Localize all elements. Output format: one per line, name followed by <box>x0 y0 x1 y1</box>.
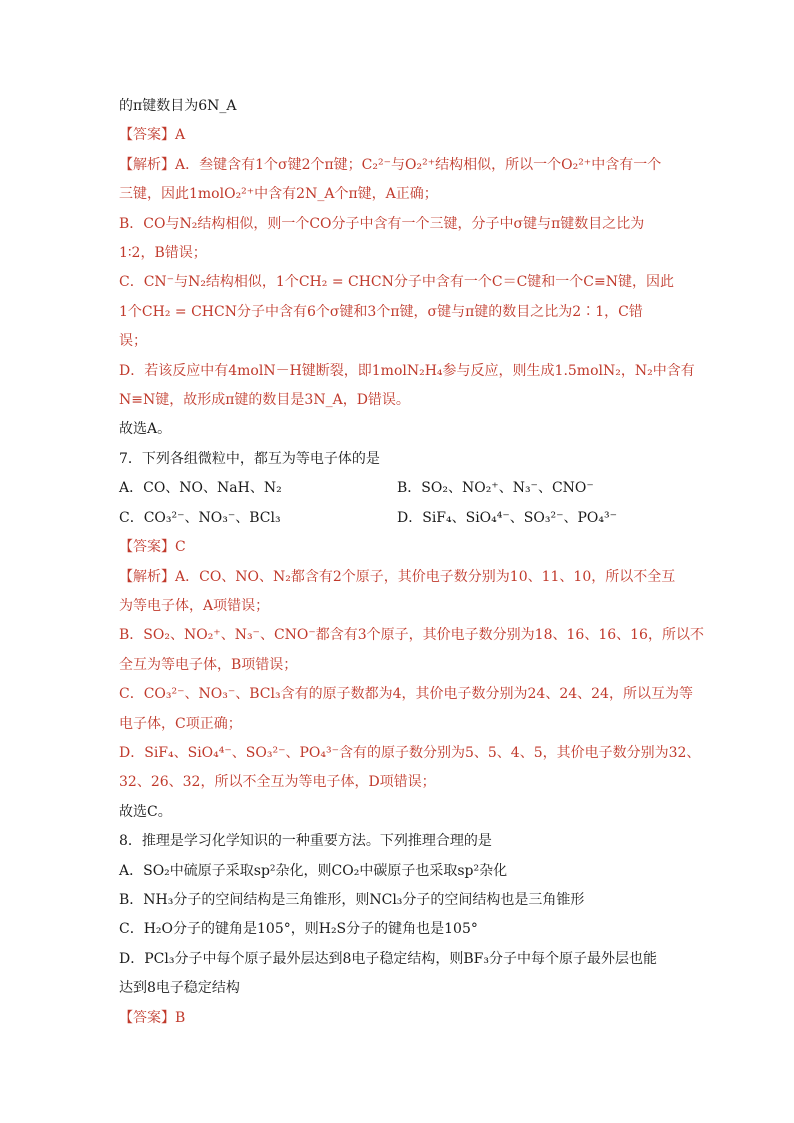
q8-answer: 【答案】B <box>119 1009 186 1026</box>
q8-stem: 8．推理是学习化学知识的一种重要方法。下列推理合理的是 <box>119 833 492 850</box>
q8-option-d-continued: 达到8电子稳定结构 <box>119 980 240 997</box>
q7-analysis-line: 32、26、32，所以不全互为等电子体，D项错误； <box>119 774 436 791</box>
q8-option-c: C．H₂O分子的键角是105°，则H₂S分子的键角也是105° <box>119 921 478 938</box>
q7-analysis-line: C．CO₃²⁻、NO₃⁻、BCl₃含有的原子数都为4，其价电子数分别为24、24、24，所以互为等 <box>119 686 693 703</box>
q7-option-a: A．CO、NO、NaH、N₂ <box>119 480 282 497</box>
q6-analysis-line: N≡N键，故形成π键的数目是3N_A，D错误。 <box>119 392 410 409</box>
q6-analysis-line: B．CO与N₂结构相似，则一个CO分子中含有一个三键，分子中σ键与π键数目之比为 <box>119 215 645 232</box>
q7-analysis-line: 为等电子体，A项错误； <box>119 597 270 614</box>
q7-analysis-line: 电子体，C项正确； <box>119 715 242 732</box>
q8-option-d: D．PCl₃分子中每个原子最外层达到8电子稳定结构，则BF₃分子中每个原子最外层也能 <box>119 950 657 967</box>
q7-analysis-line: D．SiF₄、SiO₄⁴⁻、SO₃²⁻、PO₄³⁻含有的原子数分别为5、5、4、5，其价电子数分别为32、 <box>119 744 701 761</box>
q7-answer: 【答案】C <box>119 539 186 556</box>
q7-analysis-line: 【解析】A．CO、NO、N₂都含有2个原子，其价电子数分别为10、11、10，所以不全互 <box>119 568 676 585</box>
q6-analysis-line: 【解析】A．叁键含有1个σ键2个π键；C₂²⁻与O₂²⁺结构相似，所以一个O₂²⁺中含有一个 <box>119 156 662 173</box>
q7-analysis-line: 全互为等电子体，B项错误； <box>119 656 298 673</box>
q6-analysis-line: 三键，因此1molO₂²⁺中含有2N_A个π键，A正确； <box>119 186 438 203</box>
q6-answer: 【答案】A <box>119 127 186 144</box>
q7-analysis-line: B．SO₂、NO₂⁺、N₃⁻、CNO⁻都含有3个原子，其价电子数分别为18、16、16、16，所以不 <box>119 627 704 644</box>
q7-option-b: B．SO₂、NO₂⁺、N₃⁻、CNO⁻ <box>397 480 594 497</box>
q6-analysis-line: D．若该反应中有4molN－H键断裂，即1molN₂H₄参与反应，则生成1.5molN₂，N₂中含有 <box>119 362 695 379</box>
previous-question-tail: 的π键数目为6N_A <box>119 98 237 114</box>
q6-analysis-line: C．CN⁻与N₂结构相似，1个CH₂ = CHCN分子中含有一个C＝C键和一个C≡N键，因此 <box>119 274 674 291</box>
q8-option-a: A．SO₂中硫原子采取sp²杂化，则CO₂中碳原子也采取sp²杂化 <box>119 862 508 879</box>
q7-conclusion: 故选C。 <box>119 803 172 820</box>
q7-option-d: D．SiF₄、SiO₄⁴⁻、SO₃²⁻、PO₄³⁻ <box>397 509 617 526</box>
q7-options-row <box>119 474 679 503</box>
q6-analysis-line: 1∶2，B错误； <box>119 245 207 262</box>
q6-analysis-line: 误； <box>119 333 147 350</box>
q6-conclusion: 故选A。 <box>119 421 172 438</box>
q7-options-row <box>119 504 679 533</box>
q8-option-b: B．NH₃分子的空间结构是三角锥形，则NCl₃分子的空间结构也是三角锥形 <box>119 891 585 908</box>
q6-analysis-line: 1个CH₂ = CHCN分子中含有6个σ键和3个π键，σ键与π键的数目之比为2∶1，C错 <box>119 303 643 320</box>
q7-stem: 7．下列各组微粒中，都互为等电子体的是 <box>119 450 380 467</box>
q7-option-c: C．CO₃²⁻、NO₃⁻、BCl₃ <box>119 509 281 526</box>
document-page <box>119 92 704 1033</box>
